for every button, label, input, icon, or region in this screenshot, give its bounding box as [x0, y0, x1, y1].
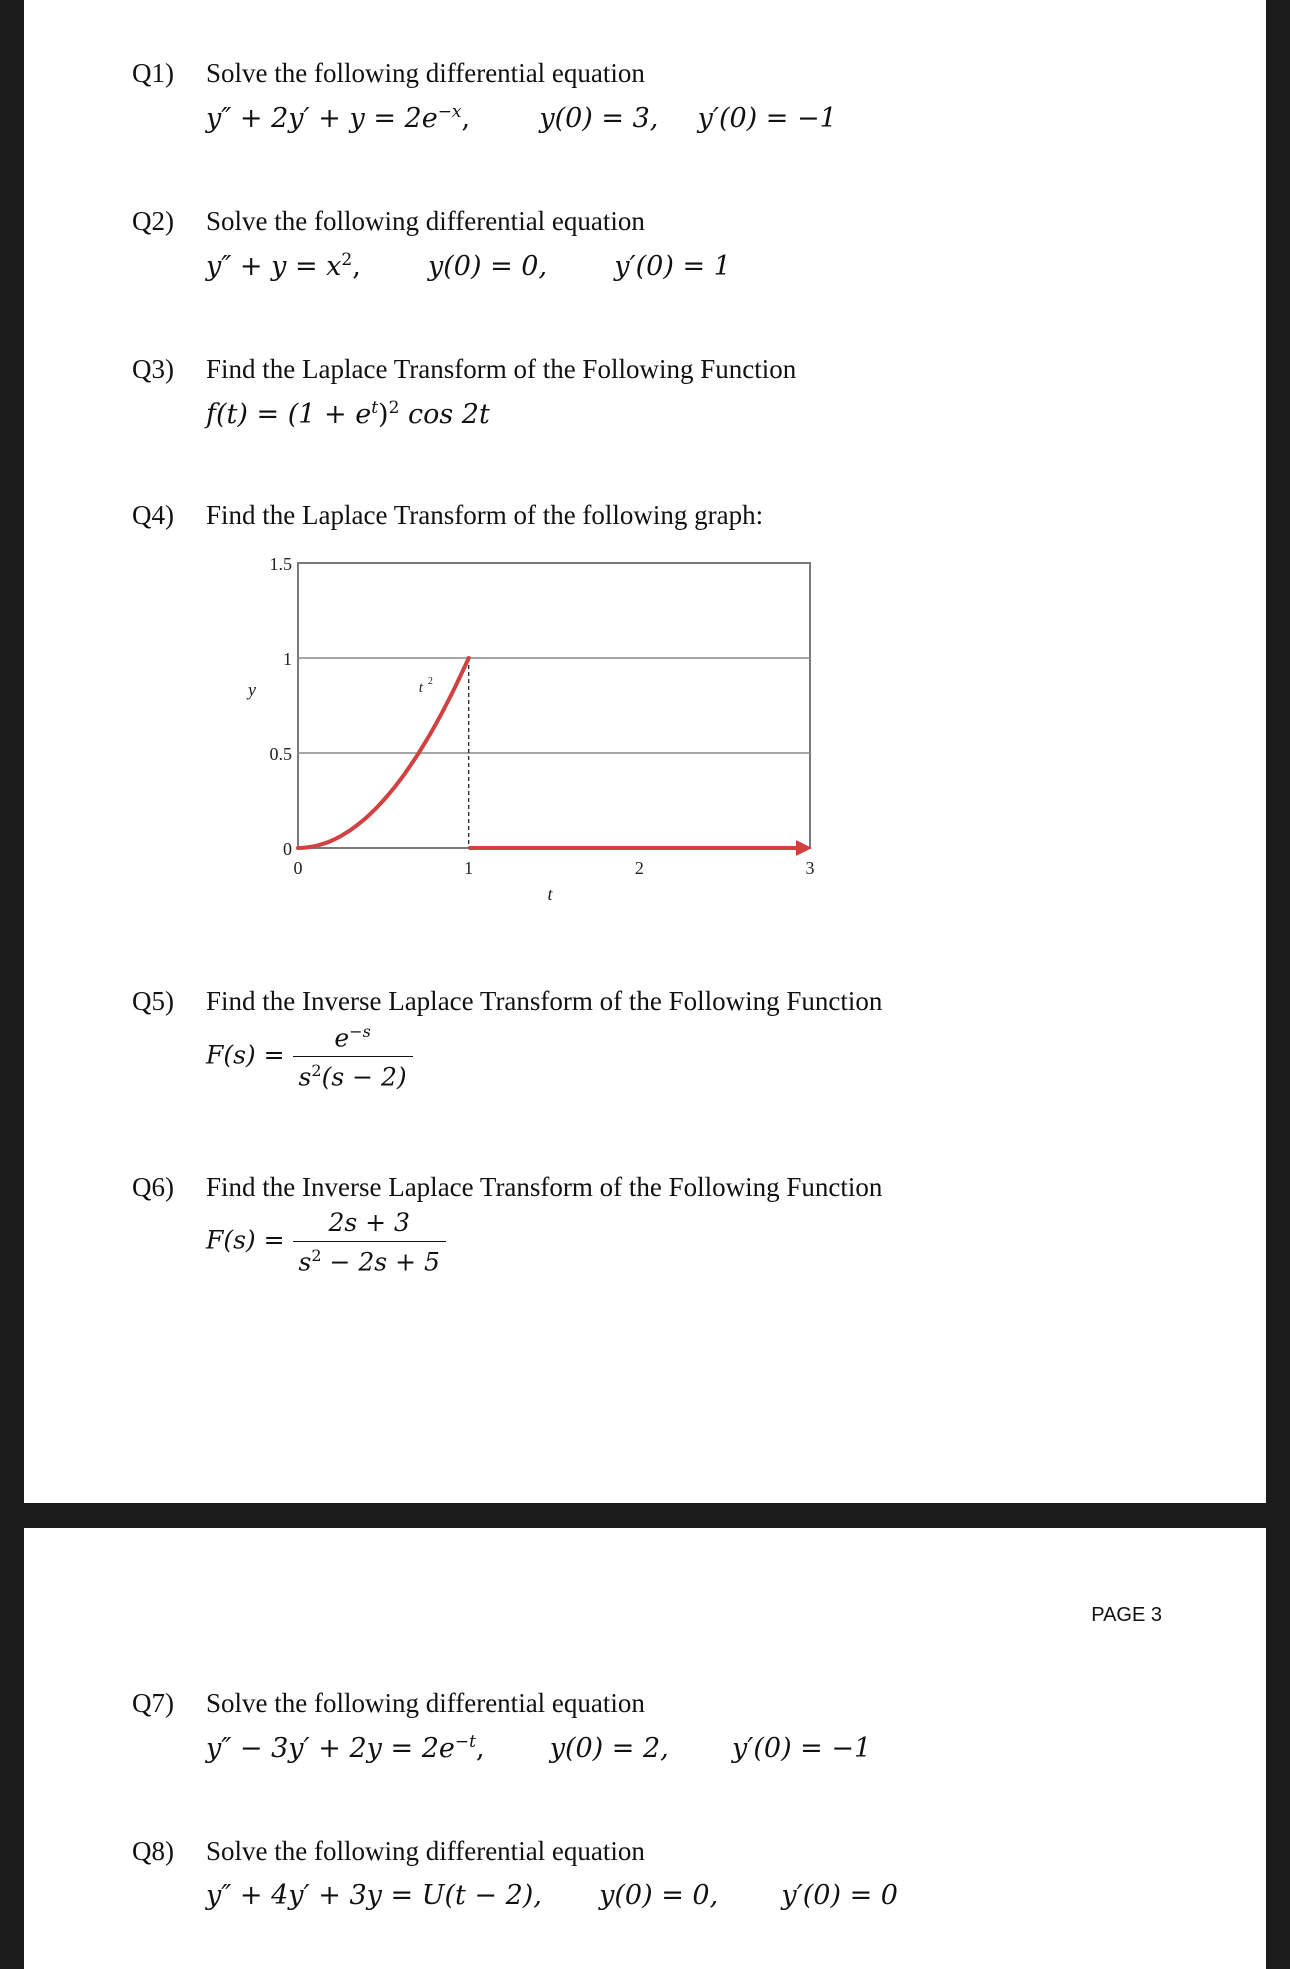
initial-condition: y′(0) = 0	[781, 1880, 898, 1911]
equation-main: y″ + y = x	[206, 251, 342, 282]
equation	[206, 1022, 413, 1092]
comma: ,	[461, 103, 471, 134]
initial-condition: y′(0) = −1	[731, 1733, 872, 1764]
question-prompt: Solve the following differential equation	[206, 206, 645, 236]
x-tick-label: 0	[293, 858, 303, 878]
y-tick-label: 0	[283, 839, 292, 859]
initial-condition: y′(0) = 1	[614, 251, 731, 282]
equation	[206, 1208, 446, 1276]
question-prompt: Find the Laplace Transform of the Following Function	[206, 354, 797, 384]
equation-main: y″ + 4y′ + 3y = U(t − 2),	[206, 1880, 542, 1911]
numerator	[293, 1022, 413, 1057]
initial-condition: y(0) = 3,	[539, 103, 659, 134]
comma: ,	[352, 251, 361, 282]
question-number: Q6)	[132, 1172, 174, 1202]
exponent: t	[371, 398, 379, 418]
piecewise-graph	[224, 545, 844, 925]
question-prompt: Find the Laplace Transform of the following graph:	[206, 500, 764, 530]
question-number: Q5)	[132, 986, 174, 1016]
equation-main: f(t) = (1 + e	[206, 399, 372, 430]
initial-condition: y′(0) = −1	[697, 103, 837, 134]
initial-condition: y(0) = 0,	[599, 1880, 719, 1911]
question-number: Q1)	[132, 58, 174, 88]
curve-annotation-exponent: 2	[427, 676, 433, 688]
equation	[206, 1732, 871, 1764]
equation-main: y″ − 3y′ + 2y = 2e	[206, 1733, 455, 1764]
denominator	[293, 1057, 413, 1091]
y-axis-label: y	[248, 679, 256, 700]
equation	[206, 1880, 898, 1911]
initial-condition: y(0) = 2,	[549, 1733, 669, 1764]
question-prompt: Solve the following differential equation	[206, 1688, 645, 1718]
y-tick-label: 1.5	[269, 554, 292, 574]
equation	[206, 250, 731, 282]
curve-annotation: t	[418, 680, 423, 697]
question-prompt: Solve the following differential equation	[206, 58, 645, 88]
x-axis-label: t	[547, 884, 553, 904]
question-number: Q4)	[132, 500, 174, 530]
x-tick-label: 2	[634, 858, 644, 878]
fraction	[293, 1208, 446, 1276]
initial-condition: y(0) = 0,	[428, 251, 548, 282]
worksheet-page-lower	[24, 1528, 1266, 1969]
x-tick-label: 3	[805, 858, 815, 878]
y-tick-label: 1	[283, 649, 292, 669]
denominator-base: s	[298, 1247, 312, 1277]
equation	[206, 102, 837, 134]
page-number-label: PAGE 3	[1091, 1604, 1162, 1626]
question-prompt: Find the Inverse Laplace Transform of the Following Function	[206, 986, 883, 1016]
question-number: Q8)	[132, 1836, 174, 1866]
denominator-rest: − 2s + 5	[321, 1247, 440, 1277]
question-number: Q7)	[132, 1688, 174, 1718]
x-tick-label: 1	[464, 858, 474, 878]
denominator-rest: (s − 2)	[321, 1062, 407, 1092]
exponent: 2	[388, 398, 400, 418]
fraction	[293, 1022, 413, 1092]
denominator-base: s	[298, 1062, 312, 1092]
exponent: −t	[454, 1732, 476, 1752]
question-prompt: Find the Inverse Laplace Transform of the Following Function	[206, 1172, 883, 1202]
equation-lhs: F(s) =	[206, 1040, 285, 1070]
equation-rest: cos 2t	[399, 399, 490, 430]
equation	[206, 398, 490, 430]
denominator-exponent: 2	[311, 1246, 322, 1265]
paren: )	[378, 399, 389, 430]
plot-frame	[298, 563, 810, 848]
question-number: Q2)	[132, 206, 174, 236]
numerator-base: e	[334, 1023, 350, 1053]
equation-main: y″ + 2y′ + y = 2e	[206, 103, 438, 134]
denominator-exponent: 2	[311, 1061, 322, 1081]
numerator-exponent: −s	[349, 1022, 371, 1041]
equation-lhs: F(s) =	[206, 1225, 285, 1255]
numerator: 2s + 3	[293, 1208, 446, 1242]
y-tick-label: 0.5	[269, 744, 292, 764]
comma: ,	[475, 1733, 485, 1764]
exponent: 2	[341, 250, 353, 270]
exponent: −x	[437, 102, 462, 122]
question-prompt: Solve the following differential equation	[206, 1836, 645, 1866]
question-number: Q3)	[132, 354, 174, 384]
worksheet-page-upper	[24, 0, 1266, 1503]
denominator	[293, 1242, 446, 1276]
